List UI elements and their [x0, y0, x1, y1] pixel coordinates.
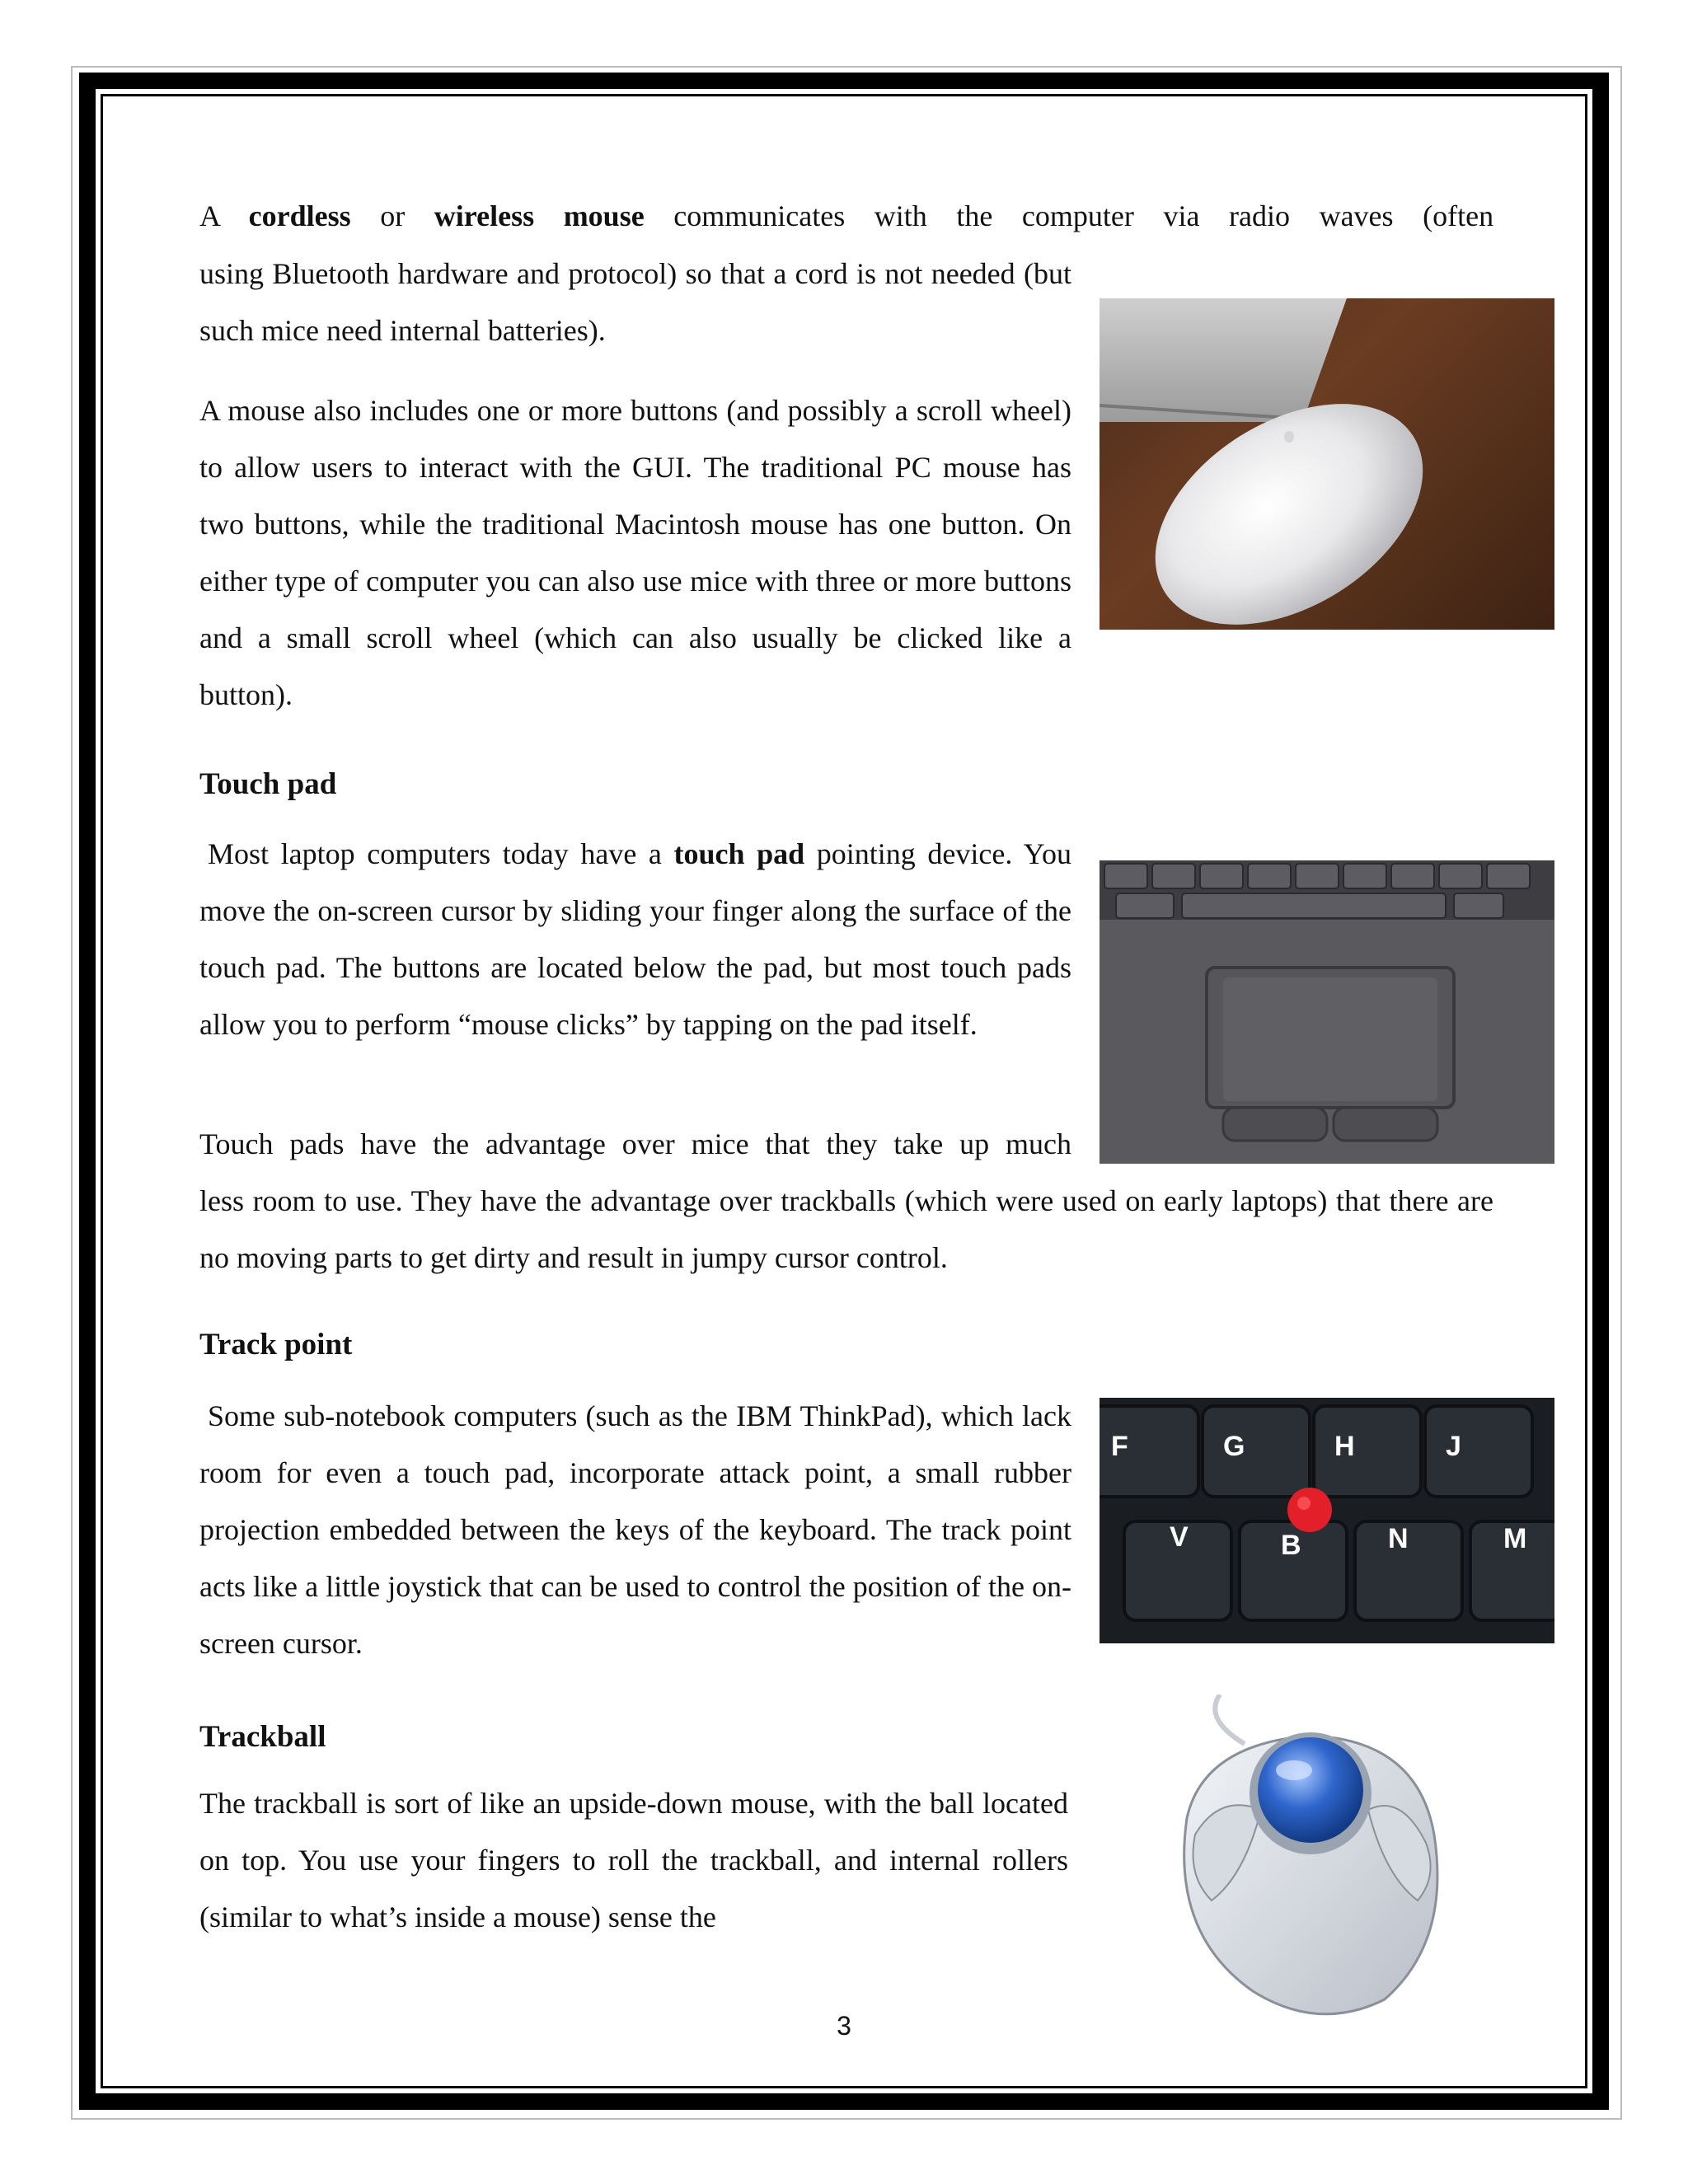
paragraph-trackball	[199, 1775, 1068, 1946]
key-n-label: N	[1388, 1523, 1409, 1554]
key-h-label: H	[1334, 1431, 1355, 1462]
paragraph-wireless-mouse-line1-rest: communicates with the computer via radio waves (often	[673, 199, 1494, 232]
paragraph-wireless-mouse	[199, 246, 1071, 359]
heading-touch-pad-text: Touch pad	[199, 767, 337, 801]
bold-cordless: cordless	[248, 199, 351, 232]
keyboard-illustration	[1100, 1398, 1554, 1643]
touch-pad-illustration	[1100, 860, 1554, 1164]
touch-pad-photo	[1100, 860, 1554, 1164]
paragraph-touch-pad-advantage-text: less room to use. They have the advantage over trackballs (which were used on early laptops) that there are no moving parts to get dirty and result in jumpy cursor control.	[199, 1184, 1493, 1274]
key-j-label: J	[1446, 1431, 1461, 1462]
word-or: or	[380, 199, 406, 232]
bold-mouse: mouse	[563, 199, 645, 232]
heading-trackball-text: Trackball	[199, 1720, 326, 1754]
heading-track-point	[199, 1327, 352, 1362]
key-b-label: B	[1281, 1530, 1301, 1561]
paragraph-touch-pad-post: pointing device. You move the on-screen cursor by sliding your finger along the surface of the touch pad. The buttons are located below the pad, but most touch pads allow you to perform “mouse clicks” by tapping on the pad itself.	[199, 837, 1071, 1041]
track-point-photo	[1100, 1398, 1554, 1643]
page-number-text: 3	[837, 2011, 851, 2041]
paragraph-trackball-text: The trackball is sort of like an upside-down mouse, with the ball located on top. You use your fingers to roll the trackball, and internal rollers (similar to what’s inside a mouse) sense the	[199, 1787, 1068, 1933]
heading-touch-pad	[199, 766, 336, 802]
key-g-label: G	[1223, 1431, 1245, 1462]
page-number	[0, 2011, 1688, 2041]
paragraph-mouse-buttons-text: A mouse also includes one or more buttons (and possibly a scroll wheel) to allow users to interact with the GUI. The traditional PC mouse has two buttons, while the traditional Macintosh mouse has one button. On either type of computer you can also use mice with three or more buttons and a small scroll wheel (which can also usually be clicked like a button).	[199, 394, 1071, 711]
key-f-label: F	[1111, 1431, 1128, 1462]
key-v-label: V	[1170, 1521, 1189, 1553]
bold-touch-pad: touch pad	[673, 837, 805, 870]
key-m-label: M	[1503, 1523, 1527, 1554]
paragraph-touch-pad-advantage-line1-text: Touch pads have the advantage over mice that they take up much	[199, 1127, 1071, 1160]
trackball-photo	[1154, 1694, 1470, 2022]
paragraph-mouse-buttons	[199, 382, 1071, 724]
paragraph-track-point	[199, 1388, 1071, 1672]
heading-track-point-text: Track point	[199, 1328, 353, 1361]
wireless-mouse-photo	[1100, 298, 1554, 630]
heading-trackball	[199, 1719, 326, 1755]
word-a: A	[199, 199, 220, 232]
paragraph-touch-pad-advantage-line1	[199, 1116, 1071, 1173]
paragraph-wireless-mouse-line1	[199, 188, 1493, 245]
paragraph-touch-pad-pre: Most laptop computers today have a	[208, 837, 662, 870]
bold-wireless: wireless	[434, 199, 535, 232]
paragraph-touch-pad	[199, 826, 1071, 1053]
track-point-nub	[1287, 1488, 1332, 1532]
paragraph-wireless-mouse-text: using Bluetooth hardware and protocol) so that a cord is not needed (but such mice need internal batteries).	[199, 257, 1071, 347]
trackball-illustration	[1154, 1694, 1470, 2022]
paragraph-touch-pad-advantage	[199, 1173, 1493, 1286]
wireless-mouse-illustration	[1100, 298, 1554, 630]
paragraph-track-point-text: Some sub-notebook computers (such as the IBM ThinkPad), which lack room for even a touch pad, incorporate attack point, a small rubber projection embedded between the keys of the keyboard. The track point acts like a little joystick that can be used to control the position of the on-screen cursor.	[199, 1399, 1071, 1660]
